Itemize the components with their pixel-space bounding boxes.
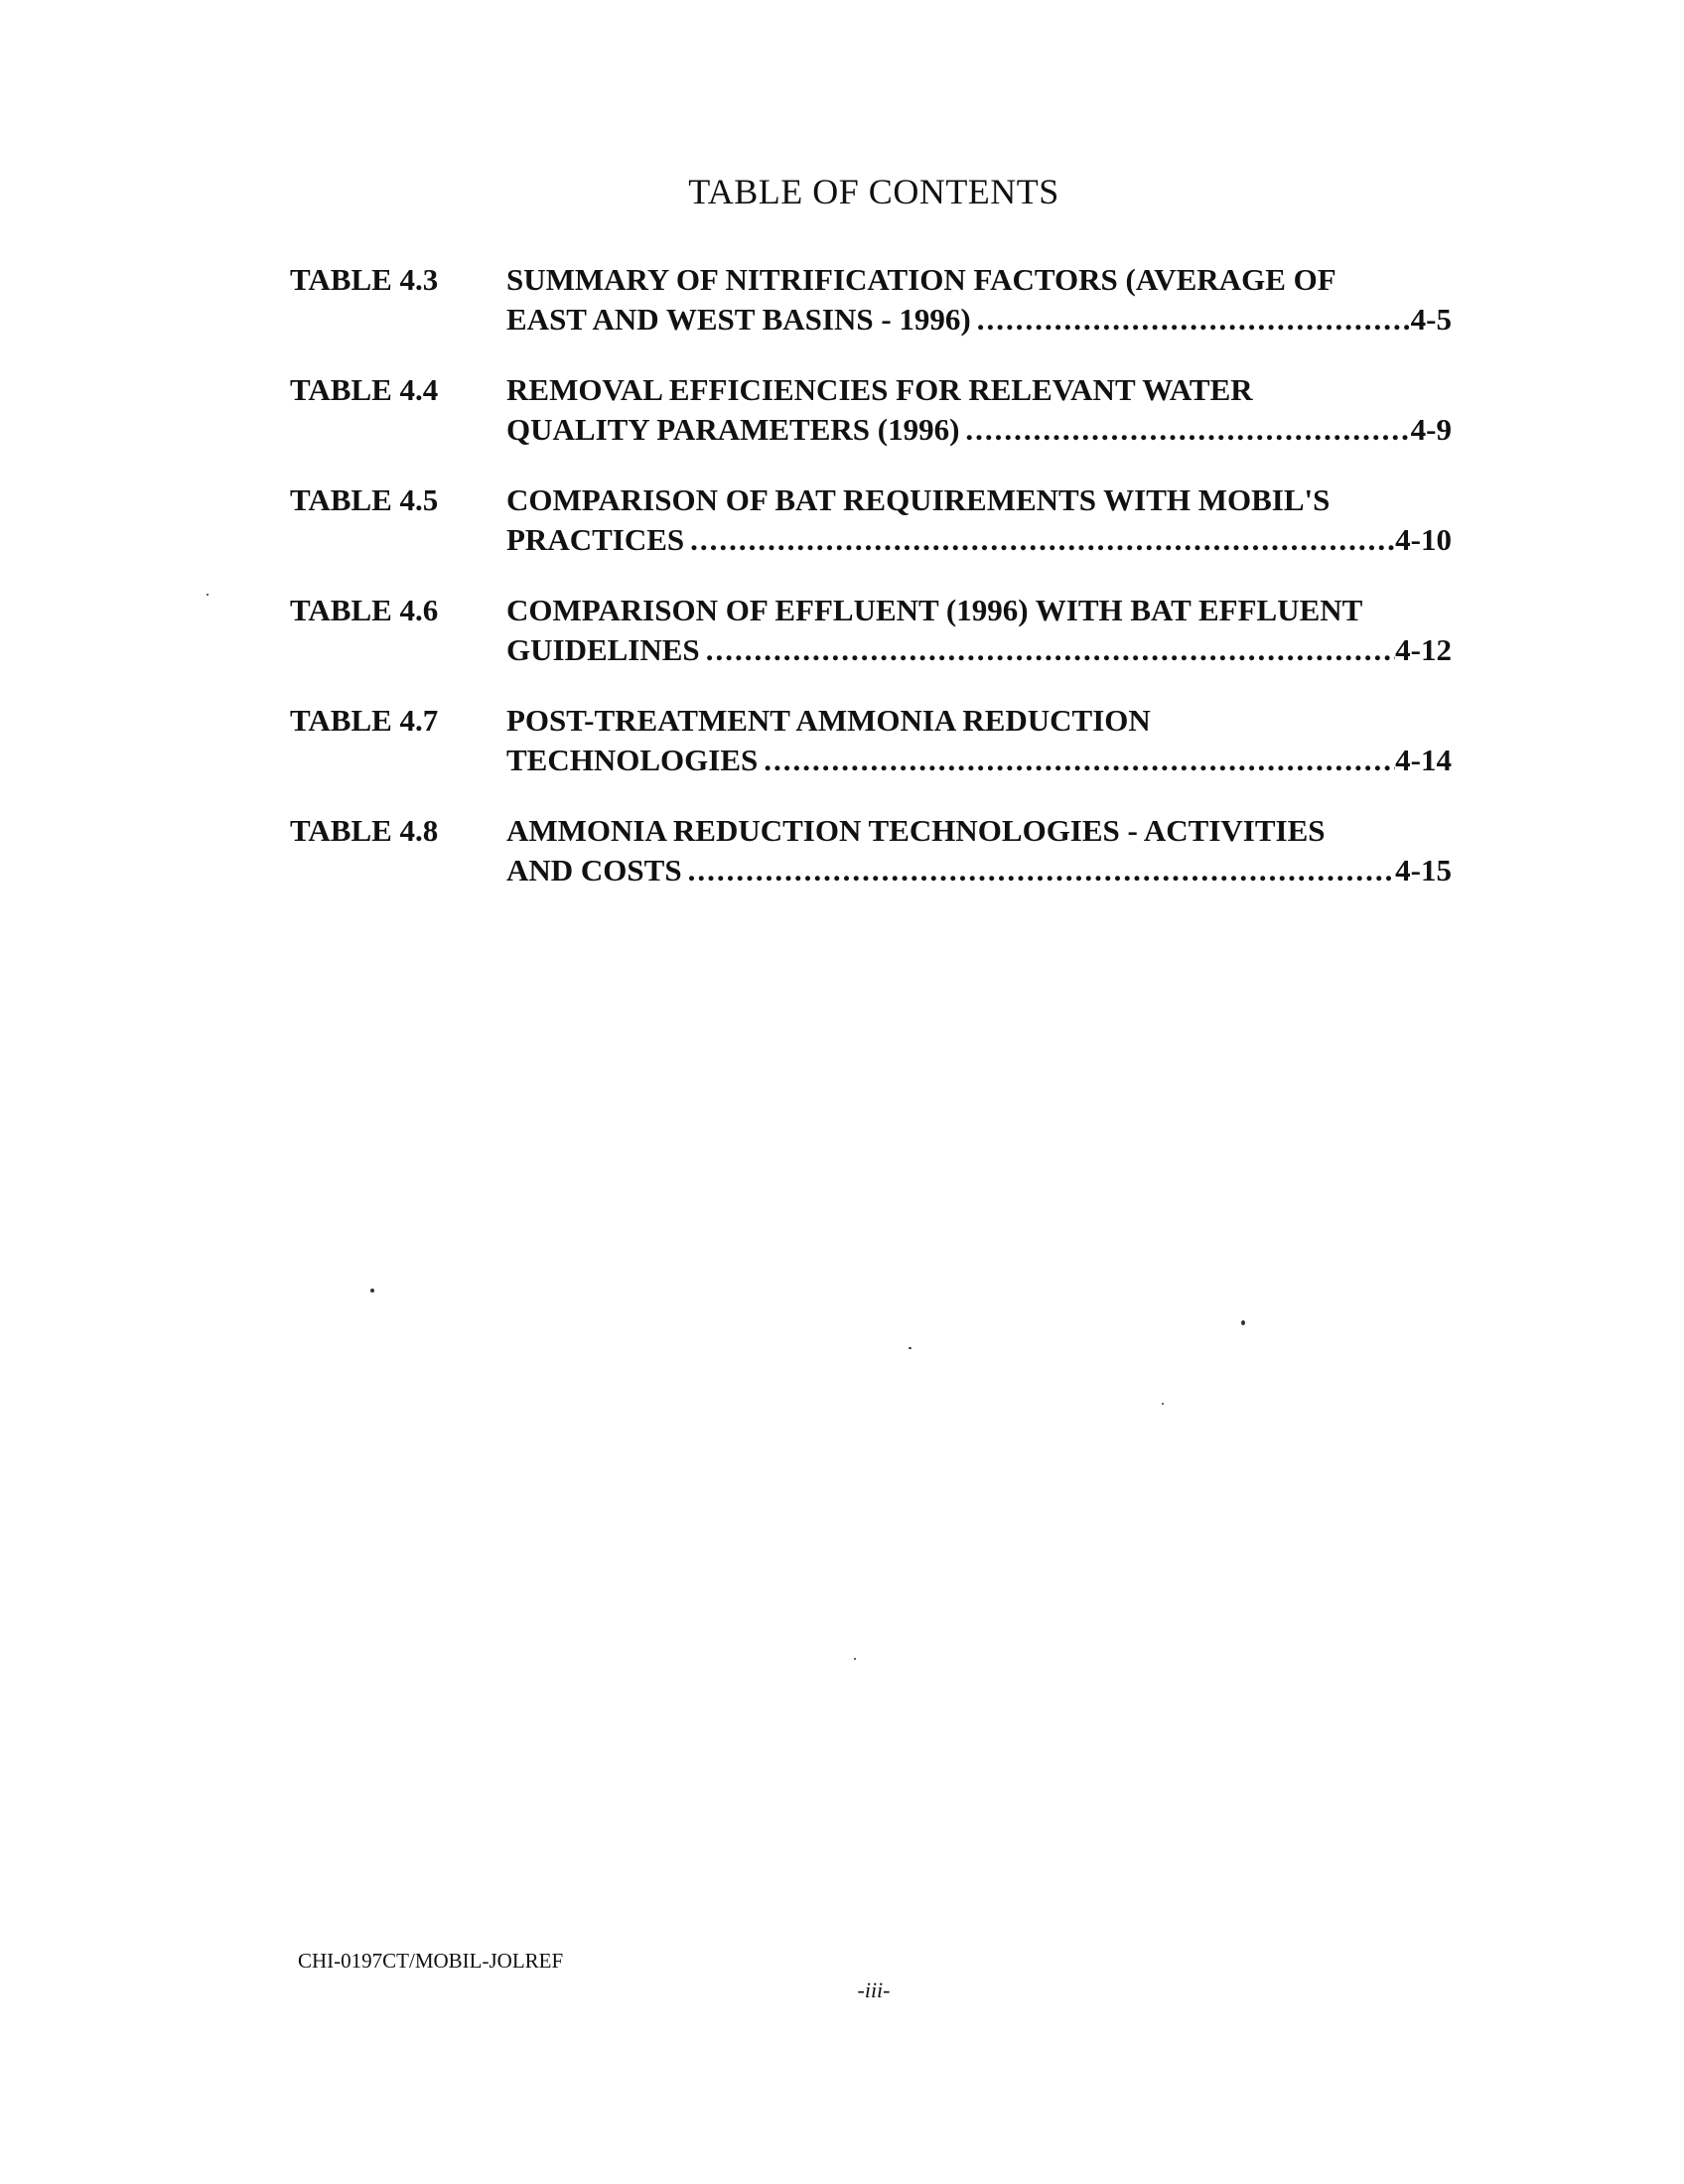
toc-entry-title-line2: EAST AND WEST BASINS - 1996)	[506, 302, 971, 337]
page-number: -iii-	[857, 1978, 891, 2002]
toc-entry-body	[506, 811, 1452, 921]
toc-entry-table-4-7[interactable]	[290, 701, 1452, 811]
page-title: TABLE OF CONTENTS	[688, 172, 1059, 211]
toc-entry-number: TABLE 4.6	[290, 593, 439, 627]
toc-entry-title-line1: AMMONIA REDUCTION TECHNOLOGIES - ACTIVITIES	[506, 813, 1326, 848]
toc-entry-page-number: 4-15	[1395, 853, 1452, 887]
scan-speck	[854, 1658, 856, 1660]
toc-entry-body	[506, 591, 1452, 701]
toc-entry-title-line2: AND COSTS	[506, 853, 682, 887]
toc-entry-page-number: 4-9	[1410, 412, 1452, 447]
toc-entry-page-number: 4-14	[1395, 743, 1452, 777]
toc-entry-number: TABLE 4.8	[290, 813, 439, 848]
scan-speck	[1162, 1403, 1164, 1405]
document-code: CHI-0197CT/MOBIL-JOLREF	[298, 1949, 564, 1973]
table-of-contents-list	[290, 260, 1452, 921]
toc-entry-table-4-6[interactable]	[290, 591, 1452, 701]
dot-leader	[684, 520, 1395, 560]
dot-leader	[959, 410, 1410, 450]
toc-entry-title-line2-row	[506, 741, 1452, 780]
toc-entry-body	[506, 370, 1452, 480]
toc-entry-page-number: 4-5	[1410, 302, 1452, 337]
toc-entry-title-line2: PRACTICES	[506, 522, 685, 557]
toc-entry-title-line2-row	[506, 300, 1452, 340]
toc-entry-table-4-3[interactable]	[290, 260, 1452, 370]
toc-entry-table-4-8[interactable]	[290, 811, 1452, 921]
toc-entry-title-line1: COMPARISON OF BAT REQUIREMENTS WITH MOBIL'S	[506, 482, 1331, 517]
toc-entry-title-line1: REMOVAL EFFICIENCIES FOR RELEVANT WATER	[506, 372, 1253, 407]
dot-leader	[700, 630, 1395, 670]
toc-entry-title-line2: GUIDELINES	[506, 632, 700, 667]
toc-entry-body	[506, 701, 1452, 811]
toc-entry-title-line2-row	[506, 630, 1452, 670]
toc-entry-title-line2-row	[506, 520, 1452, 560]
toc-entry-body	[506, 480, 1452, 591]
scan-speck	[207, 594, 209, 596]
toc-entry-number: TABLE 4.5	[290, 482, 439, 517]
scan-speck	[1241, 1320, 1245, 1325]
toc-entry-number: TABLE 4.4	[290, 372, 439, 407]
dot-leader	[758, 741, 1395, 780]
toc-entry-title-line2: TECHNOLOGIES	[506, 743, 759, 777]
toc-entry-table-4-4[interactable]	[290, 370, 1452, 480]
toc-entry-number: TABLE 4.7	[290, 703, 439, 738]
scan-speck	[370, 1289, 374, 1293]
dot-leader	[682, 851, 1396, 890]
toc-entry-title-line2-row	[506, 851, 1452, 890]
toc-entry-title-line2: QUALITY PARAMETERS (1996)	[506, 412, 960, 447]
toc-entry-table-4-5[interactable]	[290, 480, 1452, 591]
toc-entry-title-line2-row	[506, 410, 1452, 450]
scan-speck	[909, 1347, 912, 1349]
toc-entry-number: TABLE 4.3	[290, 262, 439, 297]
toc-entry-body	[506, 260, 1452, 370]
toc-entry-title-line1: SUMMARY OF NITRIFICATION FACTORS (AVERAGE OF	[506, 262, 1336, 297]
dot-leader	[971, 300, 1411, 340]
toc-entry-page-number: 4-10	[1395, 522, 1452, 557]
toc-entry-title-line1: COMPARISON OF EFFLUENT (1996) WITH BAT EFFLUENT	[506, 593, 1363, 627]
toc-entry-title-line1: POST-TREATMENT AMMONIA REDUCTION	[506, 703, 1151, 738]
toc-entry-page-number: 4-12	[1395, 632, 1452, 667]
